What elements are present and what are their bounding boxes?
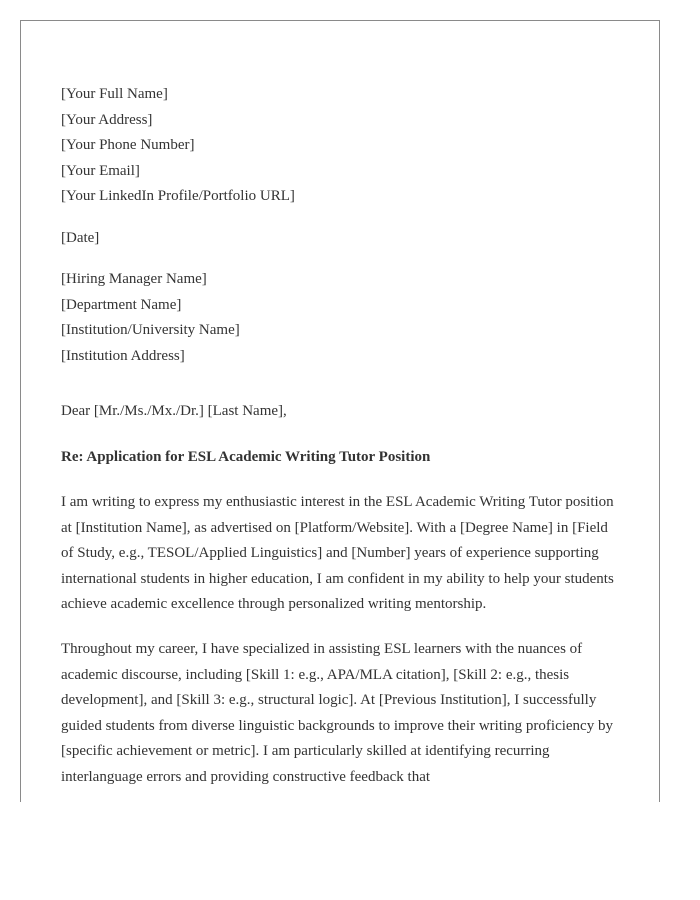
recipient-block bbox=[61, 267, 623, 369]
body-paragraph-1: I am writing to express my enthusiastic interest in the ESL Academic Writing Tutor position at [Institution Name], as advertised on [Platform/Website]. With a [Degree Name] in [Field of Study, e.g., TESOL/Applied Linguistics] and [Number] years of experience supporting international students in higher education, I am confident in my ability to help your students achieve academic excellence through personalized writing mentorship. bbox=[61, 494, 614, 613]
recipient-address: [Institution Address] bbox=[61, 347, 185, 364]
sender-profile-url: [Your LinkedIn Profile/Portfolio URL] bbox=[61, 188, 295, 204]
salutation: Dear [Mr./Ms./Mx./Dr.] [Last Name], bbox=[61, 403, 287, 419]
sender-email: [Your Email] bbox=[61, 162, 140, 179]
sender-name: [Your Full Name] bbox=[61, 86, 168, 102]
letter-content bbox=[61, 82, 623, 791]
recipient-department: [Department Name] bbox=[61, 296, 182, 313]
recipient-institution: [Institution/University Name] bbox=[61, 322, 240, 338]
letter-date: [Date] bbox=[61, 229, 100, 246]
sender-block bbox=[61, 82, 623, 210]
subject-line: Re: Application for ESL Academic Writing Tutor Position bbox=[61, 448, 431, 465]
sender-phone: [Your Phone Number] bbox=[61, 137, 195, 153]
body-paragraph-2: Throughout my career, I have specialized in assisting ESL learners with the nuances of academic discourse, including [Skill 1: e.g., APA/MLA citation], [Skill 2: e.g., thesis development], and [Skill 3: e.g., structural logic]. At [Previous Institution], I successfully guided students from diverse linguistic backgrounds to improve their writing proficiency by [specific achievement or metric]. I am particularly skilled at identifying recurring interlanguage errors and providing constructive feedback that bbox=[61, 640, 613, 785]
recipient-manager: [Hiring Manager Name] bbox=[61, 271, 207, 287]
sender-address: [Your Address] bbox=[61, 111, 153, 128]
letter-page bbox=[20, 20, 660, 802]
